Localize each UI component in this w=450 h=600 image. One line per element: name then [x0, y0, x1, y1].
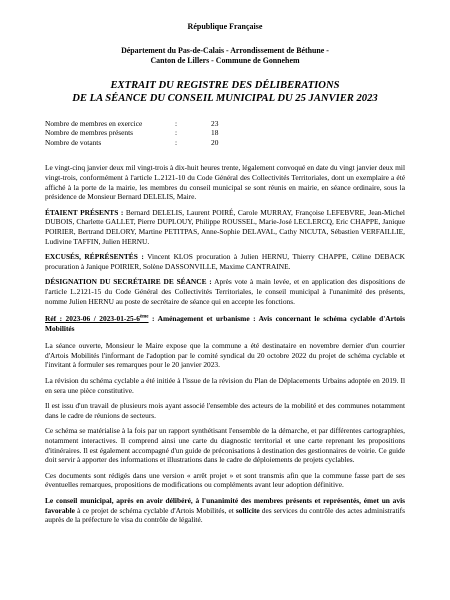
republic-heading: République Française: [187, 22, 263, 31]
department-line-2: Canton de Lillers - Commune de Gonnehem: [150, 55, 300, 65]
excused-label: EXCUSÉS, RÉPRÉSENTÉS :: [45, 252, 144, 262]
secretary-paragraph: [45, 277, 405, 306]
body-paragraph: La révision du schéma cyclable a été initiée à l'issue de la révision du Plan de Déplacements Urbains adoptée en 2019. Il en sera une pièce constitutive.: [45, 376, 405, 395]
reference-number-text: Réf : 2023-06 / 2023-01-25-6: [45, 314, 140, 324]
present-paragraph: [45, 208, 405, 246]
body-paragraph: Ces documents sont rédigés dans une version « arrêt projet » et sont transmis afin que la commune fasse part de ses éventuelles remarques, propositions de modifications ou compléments avant leur adoption définitive.: [45, 470, 405, 490]
reference-subject: : Aménagement et urbanisme : Avis concernant le schéma cyclable d'Artois Mobilités: [45, 314, 405, 333]
conclusion-rest: des services du contrôle des actes administratifs auprès de la préfecture le visa du contrôle de légalité.: [45, 505, 405, 525]
count-colon: :: [175, 128, 178, 138]
conclusion-paragraph: [45, 496, 405, 525]
document-title: [45, 79, 405, 105]
count-row: [45, 128, 405, 138]
count-colon: :: [175, 118, 178, 128]
count-colon: :: [175, 137, 178, 147]
count-row: [45, 119, 405, 129]
count-value: 23: [211, 118, 219, 128]
count-value: 18: [211, 128, 219, 138]
department-line-1: Département du Pas-de-Calais - Arrondissement de Béthune -: [121, 45, 329, 55]
count-label: Nombre de votants: [45, 137, 102, 147]
reference-sup: ème: [139, 314, 149, 320]
conclusion-decision: Le conseil municipal, après en avoir délibéré, à l'unanimité des membres présents et représentés, émet un avis favorable: [45, 496, 405, 515]
secretary-label: DÉSIGNATION DU SECRÉTAIRE DE SÉANCE :: [45, 277, 212, 287]
count-label: Nombre de membres présents: [45, 128, 134, 138]
excused-paragraph: [45, 252, 405, 271]
department-heading: [45, 46, 405, 66]
secretary-text: Après vote à main levée, et en application des dispositions de l'article L.2121-15 du Code Général des Collectivités Territoriales, le conseil municipal à l'unanimité des présents, nomme Julien HERNU au poste de secrétaire de séance qui en accepte les fonctions.: [45, 277, 405, 306]
body-paragraph: Il est issu d'un travail de plusieurs mois ayant associé l'ensemble des acteurs de la mobilité et des communes notamment dans le cadre de réunions de secteurs.: [45, 401, 405, 420]
reference-heading: [45, 314, 405, 333]
title-line-1: EXTRAIT DU REGISTRE DES DÉLIBERATIONS: [110, 79, 340, 91]
intro-paragraph: Le vingt-cinq janvier deux mil vingt-trois à dix-huit heures trente, légalement convoqué en date du vingt janvier deux mil vingt-trois, conformément à l'article L.2121-10 du Code Général des Collectivités Territoriales, dont un exemplaire a été affiché à la porte de la mairie, les membres du conseil municipal se sont réunis en mairie, en séance ordinaire, sous la présidence de Monsieur Bernard DELELIS, Maire.: [45, 163, 405, 202]
excused-names: Vincent KLOS procuration à Julien HERNU, Thierry CHAPPE, Céline DEBACK procuration à Janique POIRIER, Solène DASSONVILLE, Maxime CANTRAINE.: [45, 252, 405, 271]
conclusion-solicit: sollicite: [235, 505, 260, 515]
count-value: 20: [211, 137, 219, 147]
present-label: ÉTAIENT PRÉSENTS :: [45, 207, 124, 217]
count-row: [45, 138, 405, 148]
count-label: Nombre de membres en exercice: [45, 118, 143, 128]
reference-number: [45, 314, 149, 323]
title-line-2: DE LA SÉANCE DU CONSEIL MUNICIPAL DU 25 JANVIER 2023: [72, 92, 378, 104]
body-paragraph: La séance ouverte, Monsieur le Maire expose que la commune a été destinataire en novembre dernier d'un courrier d'Artois Mobilités l'informant de l'adoption par le comité syndical du 20 octobre 2022 du projet de schéma cyclable et l'invitant à formuler ses remarques pour le 20 janvier 2023.: [45, 341, 405, 370]
conclusion-object: à ce projet de schéma cyclable d'Artois Mobilités, et: [74, 505, 236, 515]
present-names: Bernard DELELIS, Laurent POIRÉ, Carole MURRAY, Françoise LEFEBVRE, Jean-Michel DUBOIS, Charlette GALLET, Pierre DUPLOUY, Philippe ROUSSEL, Marie-José LECLERCQ, Eric CHAPPE, Janique POIRIER, Bertrand DELORY, Martine PETITPAS, Anne-Sophie DELAVAL, Cathy NICUTA, Sébastien VERFAILLIE, Ludivine TAFFIN, Julien HERNU.: [45, 207, 405, 246]
body-paragraph: Ce schéma se matérialise à la fois par un rapport synthétisant l'ensemble de la démarche, et par différentes cartographies, notamment interactives. Il comprend ainsi une carte du diagnostic territorial et une carte reprenant les propositions d'itinéraires. Il est également accompagné d'un guide de préconisations à destination des gestionnaires de voirie. Ce guide doit servir à apporter des informations et illustrations dans le cadre de déploiements de projets cyclables.: [45, 426, 405, 465]
member-counts: [45, 119, 405, 148]
